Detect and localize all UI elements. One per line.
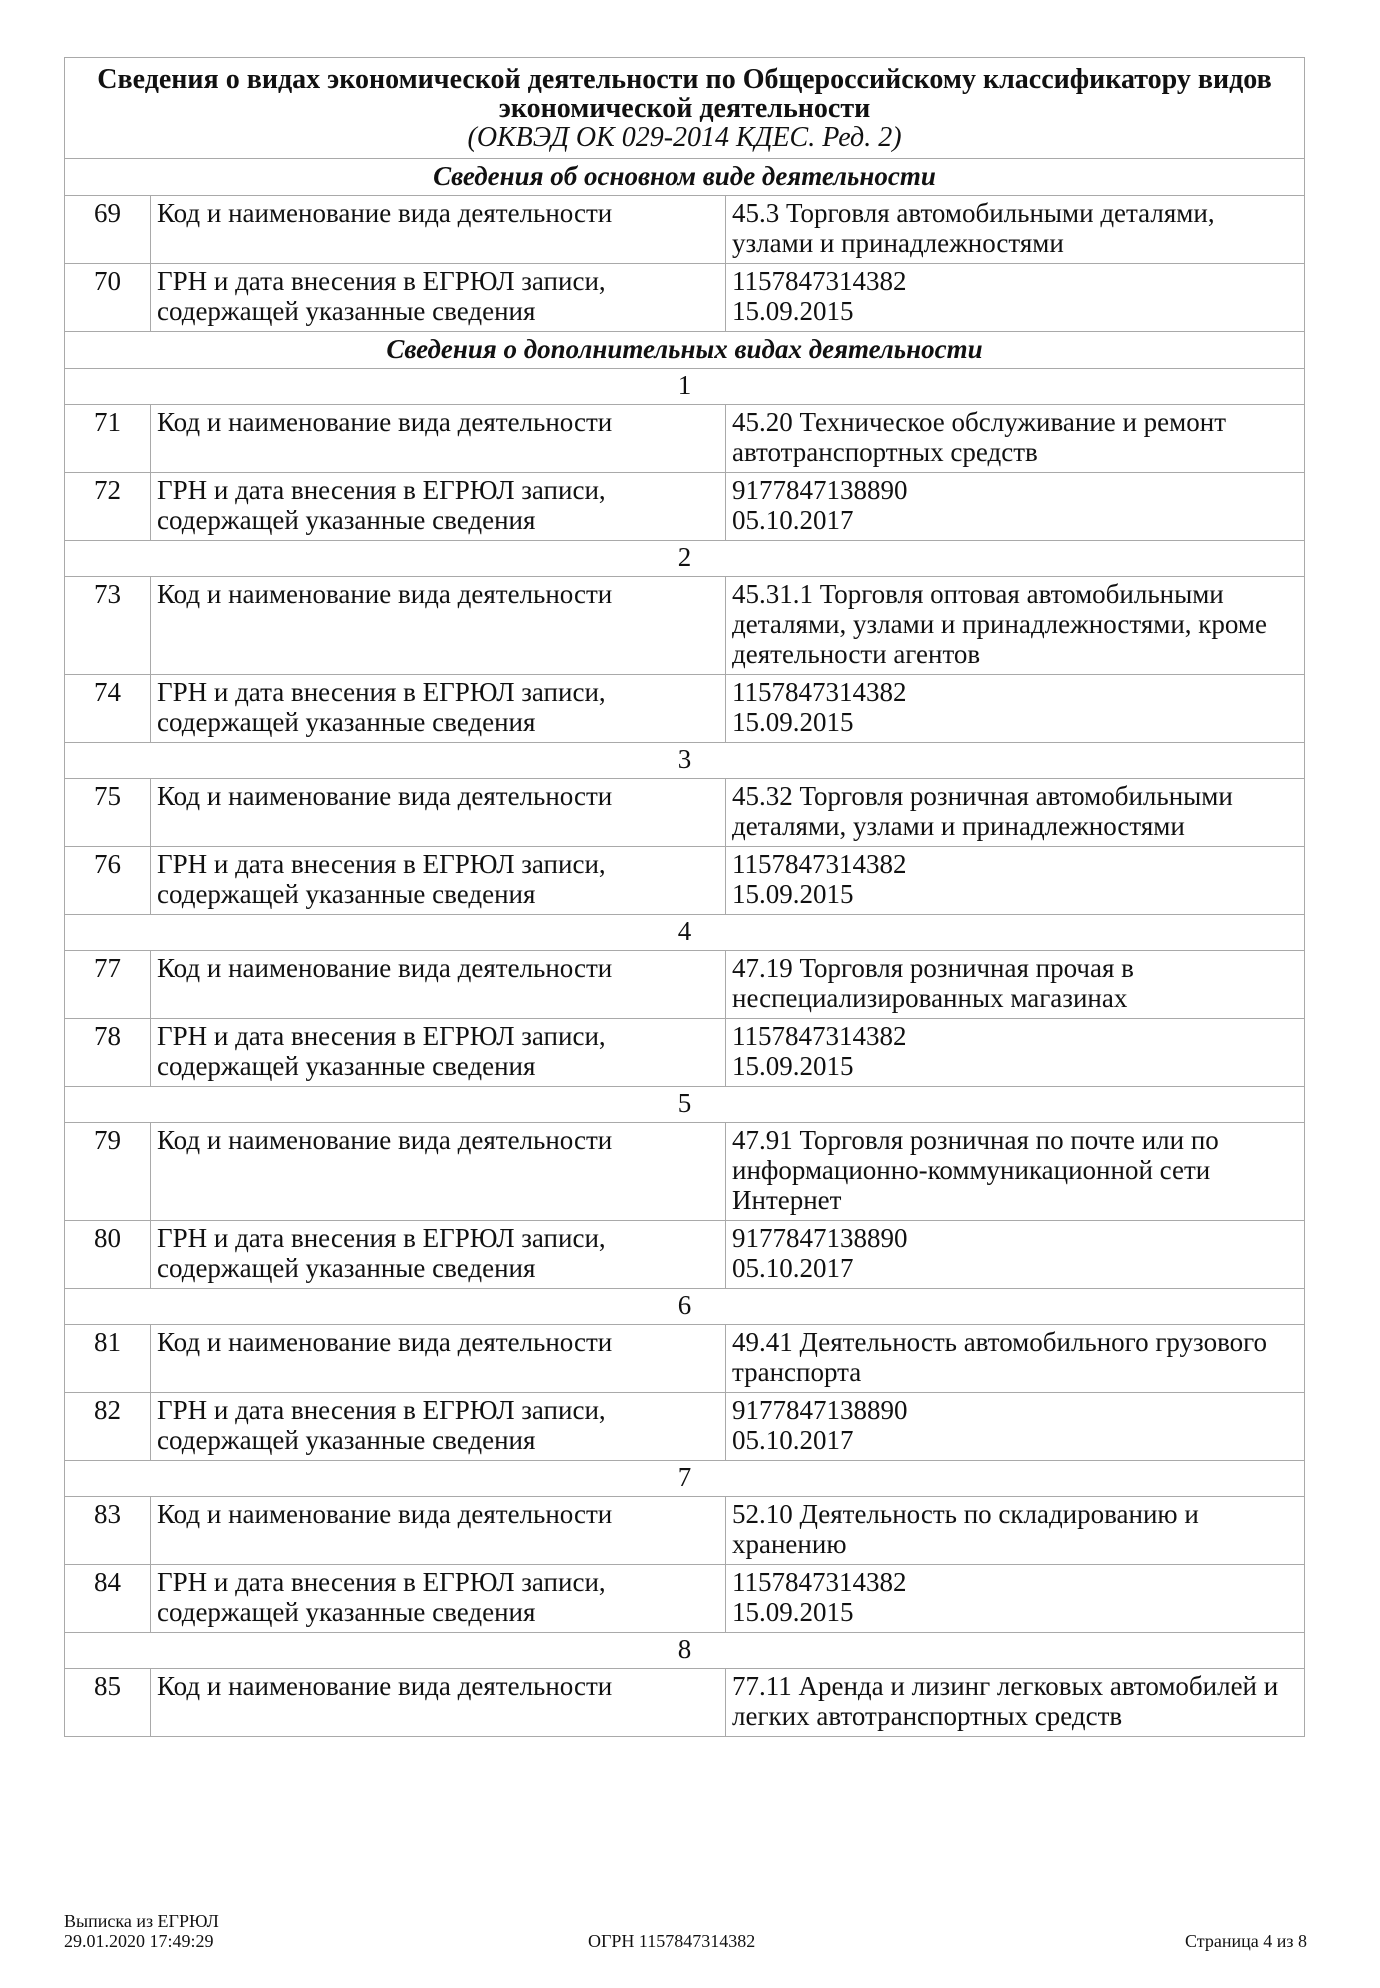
row-label: Код и наименование вида деятельности [151, 1123, 726, 1221]
row-number: 75 [65, 779, 151, 847]
table-row [65, 264, 1305, 332]
table-row [65, 577, 1305, 675]
row-value: 1157847314382 15.09.2015 [726, 264, 1305, 332]
row-label: ГРН и дата внесения в ЕГРЮЛ записи, содержащей указанные сведения [151, 1019, 726, 1087]
additional-section-title: Сведения о дополнительных видах деятельности [65, 332, 1305, 369]
row-number: 73 [65, 577, 151, 675]
group-index-row [65, 1289, 1305, 1325]
row-number: 70 [65, 264, 151, 332]
row-label: Код и наименование вида деятельности [151, 779, 726, 847]
table-row [65, 473, 1305, 541]
row-number: 85 [65, 1669, 151, 1737]
table-row [65, 1669, 1305, 1737]
group-index-row [65, 743, 1305, 779]
table-title: Сведения о видах экономической деятельности по Общероссийскому классификатору видов экономической деятельности [97, 64, 1272, 124]
footer-page-number: Страница 4 из 8 [1185, 1931, 1307, 1951]
row-number: 83 [65, 1497, 151, 1565]
row-number: 84 [65, 1565, 151, 1633]
row-value: 1157847314382 15.09.2015 [726, 847, 1305, 915]
row-number: 74 [65, 675, 151, 743]
group-index: 1 [65, 369, 1305, 405]
row-value: 52.10 Деятельность по складированию и хранению [726, 1497, 1305, 1565]
row-number: 79 [65, 1123, 151, 1221]
row-label: Код и наименование вида деятельности [151, 1497, 726, 1565]
row-value: 47.19 Торговля розничная прочая в неспециализированных магазинах [726, 951, 1305, 1019]
table-row [65, 1123, 1305, 1221]
row-number: 82 [65, 1393, 151, 1461]
group-index-row [65, 369, 1305, 405]
main-section-title-row [65, 159, 1305, 196]
row-value: 9177847138890 05.10.2017 [726, 473, 1305, 541]
row-number: 78 [65, 1019, 151, 1087]
table-subtitle: (ОКВЭД ОК 029-2014 КДЕС. Ред. 2) [467, 122, 902, 153]
row-value: 9177847138890 05.10.2017 [726, 1221, 1305, 1289]
row-number: 69 [65, 196, 151, 264]
row-value: 45.3 Торговля автомобильными деталями, узлами и принадлежностями [726, 196, 1305, 264]
row-value: 49.41 Деятельность автомобильного грузового транспорта [726, 1325, 1305, 1393]
table-row [65, 196, 1305, 264]
row-label: Код и наименование вида деятельности [151, 951, 726, 1019]
row-number: 81 [65, 1325, 151, 1393]
row-label: Код и наименование вида деятельности [151, 196, 726, 264]
row-value: 47.91 Торговля розничная по почте или по информационно-коммуникационной сети Интернет [726, 1123, 1305, 1221]
table-header-row [65, 58, 1305, 159]
table-row [65, 1325, 1305, 1393]
table-row [65, 675, 1305, 743]
row-value: 1157847314382 15.09.2015 [726, 675, 1305, 743]
table-row [65, 1221, 1305, 1289]
main-section-title: Сведения об основном виде деятельности [65, 159, 1305, 196]
table-row [65, 779, 1305, 847]
additional-section-title-row [65, 332, 1305, 369]
group-index: 5 [65, 1087, 1305, 1123]
table-row [65, 1497, 1305, 1565]
row-number: 76 [65, 847, 151, 915]
row-label: Код и наименование вида деятельности [151, 1669, 726, 1737]
row-label: ГРН и дата внесения в ЕГРЮЛ записи, содержащей указанные сведения [151, 675, 726, 743]
group-index: 3 [65, 743, 1305, 779]
row-value: 45.20 Техническое обслуживание и ремонт автотранспортных средств [726, 405, 1305, 473]
footer-doc-name: Выписка из ЕГРЮЛ [64, 1911, 219, 1931]
table-row [65, 1565, 1305, 1633]
table-row [65, 1019, 1305, 1087]
row-value: 1157847314382 15.09.2015 [726, 1565, 1305, 1633]
okved-table [64, 57, 1305, 1737]
row-number: 72 [65, 473, 151, 541]
row-value: 77.11 Аренда и лизинг легковых автомобилей и легких автотранспортных средств [726, 1669, 1305, 1737]
row-label: ГРН и дата внесения в ЕГРЮЛ записи, содержащей указанные сведения [151, 1565, 726, 1633]
group-index-row [65, 1461, 1305, 1497]
row-label: Код и наименование вида деятельности [151, 1325, 726, 1393]
row-label: ГРН и дата внесения в ЕГРЮЛ записи, содержащей указанные сведения [151, 473, 726, 541]
row-label: Код и наименование вида деятельности [151, 577, 726, 675]
group-index-row [65, 541, 1305, 577]
row-label: ГРН и дата внесения в ЕГРЮЛ записи, содержащей указанные сведения [151, 1221, 726, 1289]
row-label: Код и наименование вида деятельности [151, 405, 726, 473]
row-value: 45.31.1 Торговля оптовая автомобильными деталями, узлами и принадлежностями, кроме деятельности агентов [726, 577, 1305, 675]
group-index: 7 [65, 1461, 1305, 1497]
group-index: 2 [65, 541, 1305, 577]
row-value: 9177847138890 05.10.2017 [726, 1393, 1305, 1461]
row-value: 1157847314382 15.09.2015 [726, 1019, 1305, 1087]
row-label: ГРН и дата внесения в ЕГРЮЛ записи, содержащей указанные сведения [151, 847, 726, 915]
table-row [65, 1393, 1305, 1461]
table-row [65, 847, 1305, 915]
row-value: 45.32 Торговля розничная автомобильными деталями, узлами и принадлежностями [726, 779, 1305, 847]
footer-ogrn: ОГРН 1157847314382 [588, 1931, 756, 1951]
group-index-row [65, 1633, 1305, 1669]
row-label: ГРН и дата внесения в ЕГРЮЛ записи, содержащей указанные сведения [151, 264, 726, 332]
row-number: 77 [65, 951, 151, 1019]
group-index: 4 [65, 915, 1305, 951]
footer-left [64, 1911, 219, 1951]
group-index: 8 [65, 1633, 1305, 1669]
group-index-row [65, 915, 1305, 951]
table-header [65, 58, 1305, 159]
table-row [65, 951, 1305, 1019]
group-index-row [65, 1087, 1305, 1123]
row-label: ГРН и дата внесения в ЕГРЮЛ записи, содержащей указанные сведения [151, 1393, 726, 1461]
footer-datetime: 29.01.2020 17:49:29 [64, 1931, 214, 1951]
row-number: 80 [65, 1221, 151, 1289]
table-row [65, 405, 1305, 473]
group-index: 6 [65, 1289, 1305, 1325]
row-number: 71 [65, 405, 151, 473]
